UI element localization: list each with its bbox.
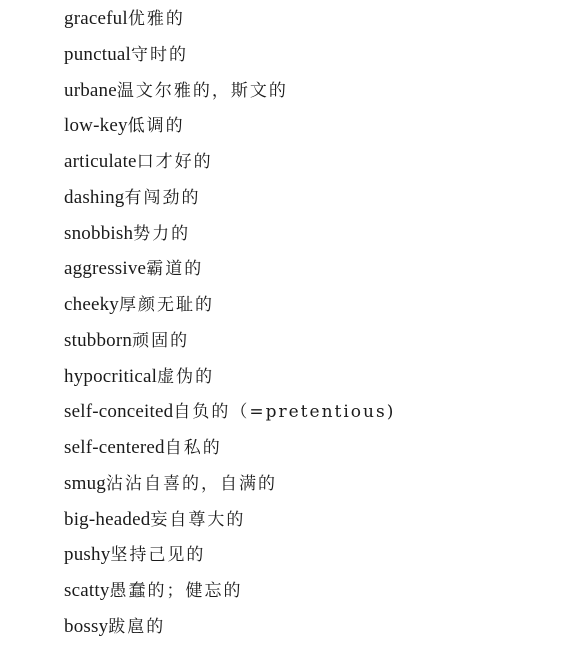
english-word: hypocritical bbox=[64, 365, 158, 387]
english-word: smug bbox=[64, 472, 106, 494]
list-item bbox=[64, 40, 395, 76]
list-item bbox=[64, 147, 395, 183]
chinese-meaning: 坚持己见的 bbox=[110, 545, 206, 566]
chinese-meaning: 沾沾自喜的，自满的 bbox=[105, 473, 277, 494]
english-word: pushy bbox=[64, 544, 111, 566]
list-item bbox=[64, 540, 395, 576]
chinese-meaning: 愚蠢的；健忘的 bbox=[109, 581, 243, 601]
list-item bbox=[64, 612, 395, 648]
english-word: aggressive bbox=[64, 258, 147, 280]
chinese-meaning: 顽固的 bbox=[132, 330, 190, 351]
chinese-meaning: 霸道的 bbox=[146, 259, 204, 280]
chinese-meaning: 优雅的 bbox=[127, 9, 185, 29]
list-item bbox=[64, 254, 395, 290]
english-word: dashing bbox=[64, 186, 125, 208]
list-item bbox=[64, 4, 395, 40]
chinese-meaning: 温文尔雅的，斯文的 bbox=[116, 80, 288, 101]
english-word: self-centered bbox=[64, 437, 165, 458]
english-word: graceful bbox=[64, 8, 128, 29]
list-item bbox=[64, 290, 395, 326]
list-item bbox=[64, 505, 395, 541]
chinese-meaning: 守时的 bbox=[131, 44, 189, 65]
chinese-meaning: 厚颜无耻的 bbox=[119, 295, 214, 315]
chinese-meaning: 势力的 bbox=[133, 223, 191, 244]
english-word: articulate bbox=[64, 151, 137, 172]
chinese-meaning: 跋扈的 bbox=[108, 616, 166, 637]
list-item bbox=[64, 397, 395, 433]
english-word: punctual bbox=[64, 43, 132, 65]
english-word: cheeky bbox=[64, 294, 119, 315]
chinese-meaning: 有闯劲的 bbox=[124, 187, 201, 208]
list-item bbox=[64, 362, 395, 398]
list-item bbox=[64, 433, 395, 469]
chinese-meaning: 自负的（=pretentious) bbox=[173, 402, 396, 423]
chinese-meaning: 口才好的 bbox=[136, 152, 213, 172]
english-word: low-key bbox=[64, 115, 128, 137]
list-item bbox=[64, 326, 395, 362]
english-word: stubborn bbox=[64, 329, 133, 351]
list-item bbox=[64, 469, 395, 505]
list-item bbox=[64, 111, 395, 147]
english-word: scatty bbox=[64, 580, 110, 601]
english-word: big-headed bbox=[64, 508, 151, 530]
english-word: bossy bbox=[64, 615, 109, 637]
english-word: urbane bbox=[64, 79, 117, 101]
list-item bbox=[64, 219, 395, 255]
list-item bbox=[64, 183, 395, 219]
english-word: self-conceited bbox=[64, 401, 174, 423]
chinese-meaning: 低调的 bbox=[127, 116, 185, 137]
list-item bbox=[64, 76, 395, 112]
chinese-meaning: 自私的 bbox=[164, 438, 222, 458]
chinese-meaning: 虚伪的 bbox=[157, 366, 215, 387]
chinese-meaning: 妄自尊大的 bbox=[150, 509, 246, 530]
vocabulary-list bbox=[64, 4, 395, 648]
list-item bbox=[64, 576, 395, 612]
english-word: snobbish bbox=[64, 222, 134, 244]
